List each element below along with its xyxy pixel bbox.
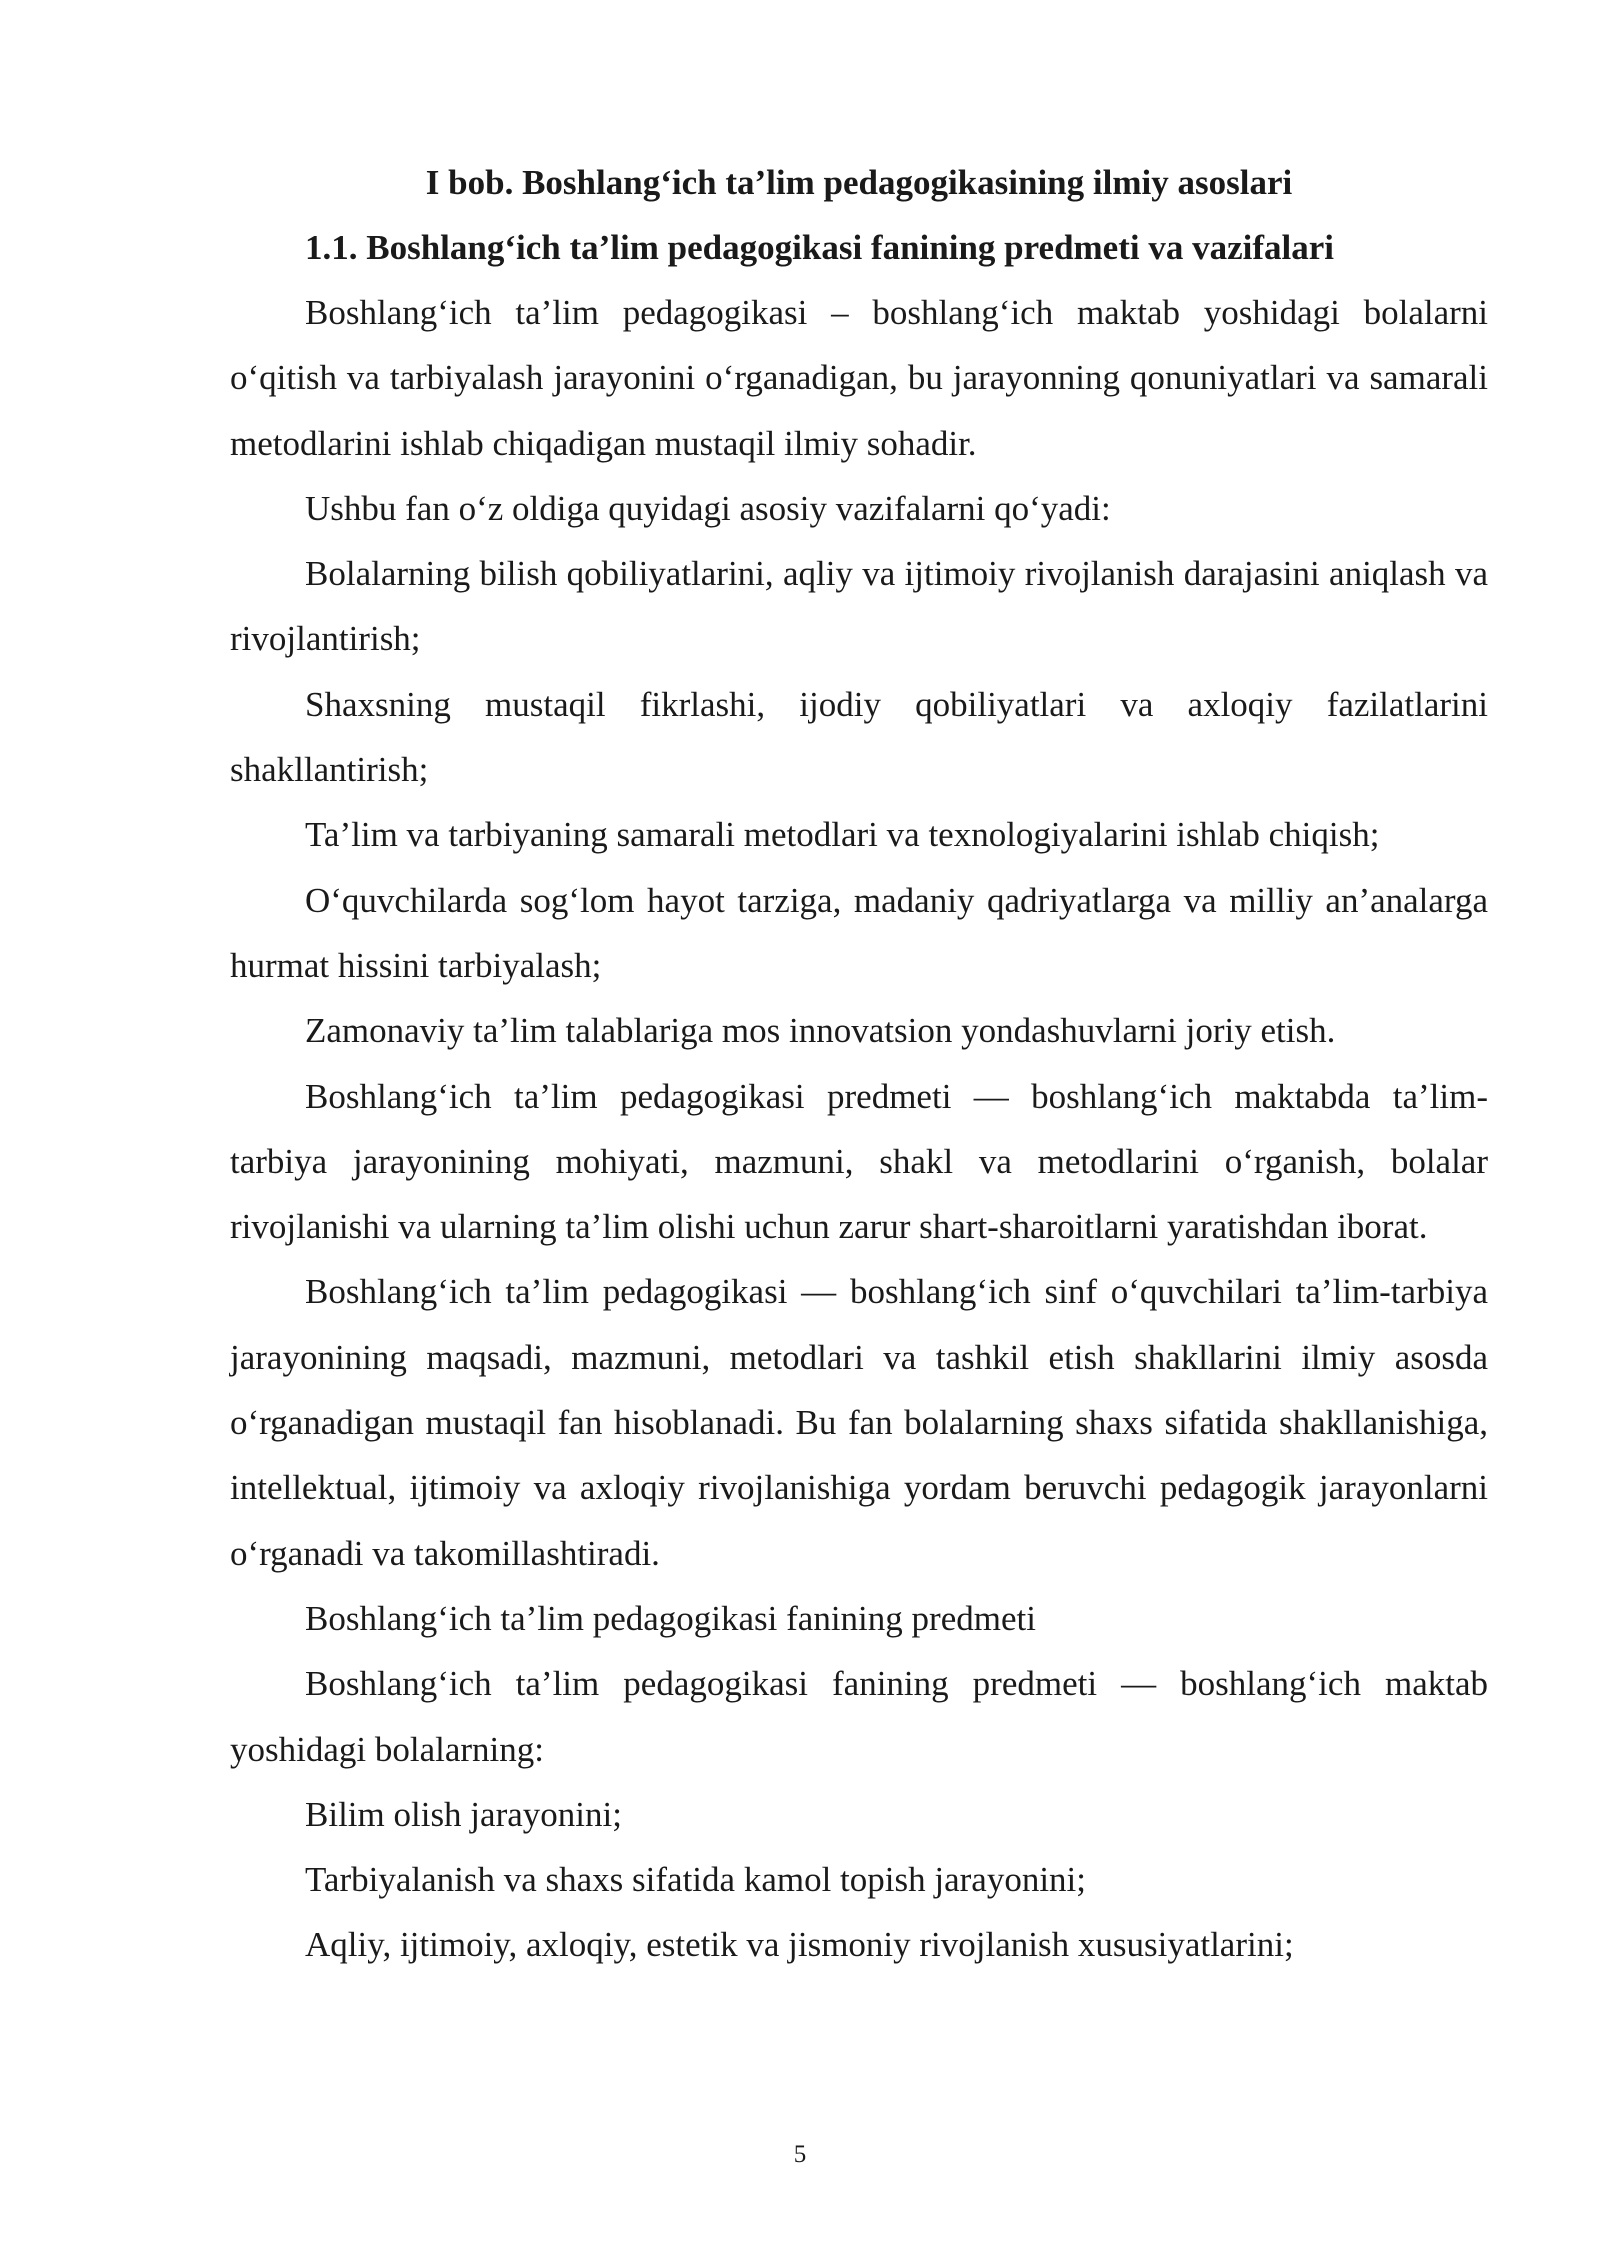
list-item-subject-3: Aqliy, ijtimoiy, axloqiy, estetik va jismoniy rivojlanish xususiyatlarini; <box>305 1925 1294 1965</box>
section-title: 1.1. Boshlang‘ich ta’lim pedagogikasi fanining predmeti va vazifalari <box>305 228 1334 267</box>
page-content <box>230 150 1488 1978</box>
paragraph-discipline: Boshlang‘ich ta’lim pedagogikasi — boshlang‘ich sinf o‘quvchilari ta’lim-tarbiya jarayonining maqsadi, mazmuni, metodlari va tashkil etish shakllarini ilmiy asosda o‘rganadigan mustaqil fan hisoblanadi. Bu fan bolalarning shaxs sifatida shakllanishiga, intellektual, ijtimoiy va axloqiy rivojlanishiga yordam beruvchi pedagogik jarayonlarni o‘rganadi va takomillashtiradi. <box>230 1272 1488 1573</box>
paragraph-definition: Boshlang‘ich ta’lim pedagogikasi – boshlang‘ich maktab yoshidagi bolalarni o‘qitish va tarbiyalash jarayonini o‘rganadigan, bu jarayonning qonuniyatlari va samarali metodlarini ishlab chiqadigan mustaqil ilmiy sohadir. <box>230 293 1488 463</box>
page-number: 5 <box>793 2141 807 2168</box>
paragraph-subject-intro: Boshlang‘ich ta’lim pedagogikasi fanining predmeti — boshlang‘ich maktab yoshidagi bolalarning: <box>230 1664 1488 1769</box>
paragraph-subject: Boshlang‘ich ta’lim pedagogikasi predmeti — boshlang‘ich maktabda ta’lim-tarbiya jarayonining mohiyati, mazmuni, shakl va metodlarini o‘rganish, bolalar rivojlanishi va ularning ta’lim olishi uchun zarur shart-sharoitlarni yaratishdan iborat. <box>230 1076 1488 1247</box>
list-item-task-4: O‘quvchilarda sog‘lom hayot tarziga, madaniy qadriyatlarga va milliy an’analarga hurmat hissini tarbiyalash; <box>230 880 1488 985</box>
paragraph-subheading: Boshlang‘ich ta’lim pedagogikasi fanining predmeti <box>305 1598 1036 1638</box>
list-item-task-5: Zamonaviy ta’lim talablariga mos innovatsion yondashuvlarni joriy etish. <box>305 1011 1336 1051</box>
chapter-title: I bob. Boshlang‘ich ta’lim pedagogikasining ilmiy asoslari <box>425 163 1293 202</box>
list-item-task-2: Shaxsning mustaqil fikrlashi, ijodiy qobiliyatlari va axloqiy fazilatlarini shakllantirish; <box>230 684 1488 790</box>
paragraph-tasks-intro: Ushbu fan o‘z oldiga quyidagi asosiy vazifalarni qo‘yadi: <box>305 488 1111 528</box>
list-item-task-3: Ta’lim va tarbiyaning samarali metodlari va texnologiyalarini ishlab chiqish; <box>305 815 1380 855</box>
list-item-task-1: Bolalarning bilish qobiliyatlarini, aqliy va ijtimoiy rivojlanish darajasini aniqlash va rivojlantirish; <box>230 554 1488 659</box>
list-item-subject-1: Bilim olish jarayonini; <box>305 1794 622 1834</box>
list-item-subject-2: Tarbiyalanish va shaxs sifatida kamol topish jarayonini; <box>305 1860 1086 1900</box>
